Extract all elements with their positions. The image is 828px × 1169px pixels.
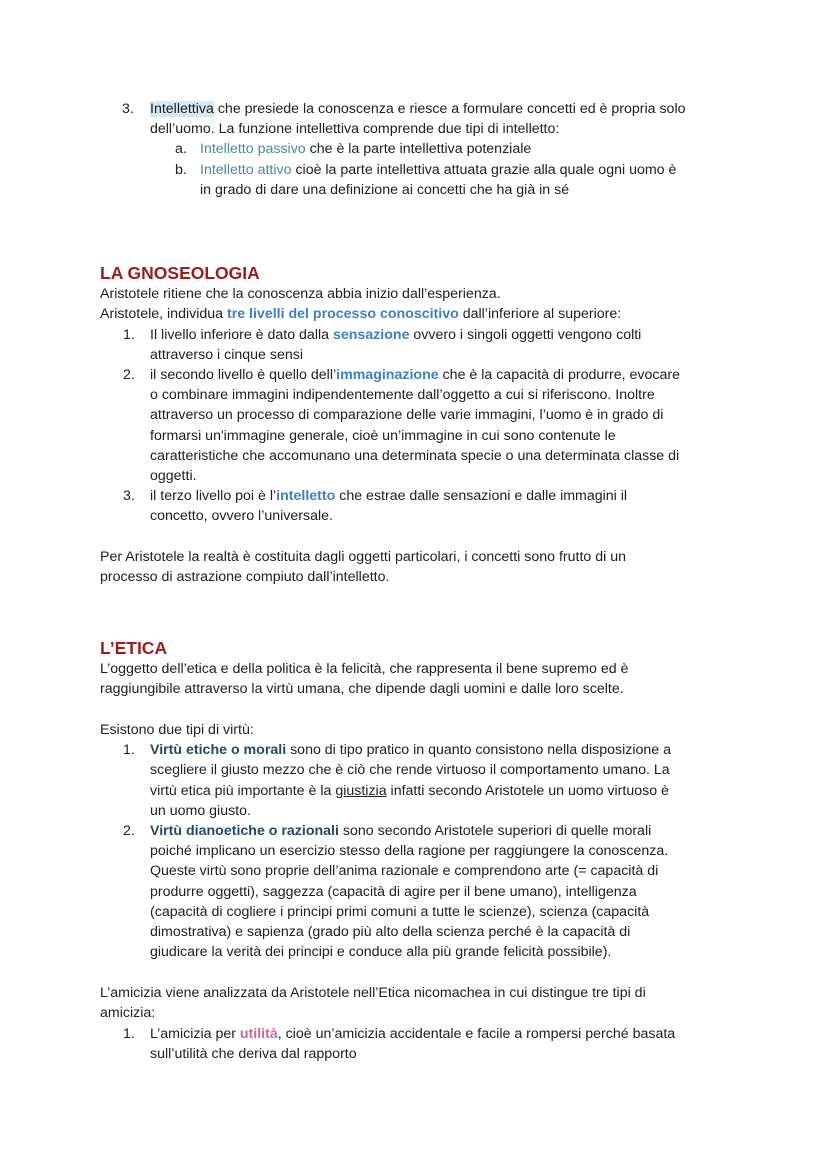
list-item-text: oggetti.: [150, 468, 197, 484]
paragraph: Aristotele, individua tre livelli del processo conoscitivo dall’inferiore al superiore:: [100, 306, 622, 322]
list-number: 1.: [123, 327, 135, 343]
list-item-text: poiché implicano un esercizio stesso della ragione per raggiungere la conoscenza.: [150, 843, 669, 859]
list-item-virtu-etiche: Virtù etiche o morali sono di tipo pratico in quanto consistono nella disposizione a: [150, 742, 672, 758]
list-item-text: Queste virtù sono proprie dell’anima razionale e comprendono arte (= capacità di: [150, 863, 659, 879]
list-number: 3.: [123, 488, 135, 504]
sublist-letter: b.: [175, 162, 187, 178]
highlighted-term: Intellettiva: [150, 101, 214, 117]
sublist-item-passivo: Intelletto passivo che è la parte intellettiva potenziale: [200, 141, 532, 157]
list-item-virtu-dianoetiche: Virtù dianoetiche o razionali sono secondo Aristotele superiori di quelle morali: [150, 823, 652, 839]
paragraph: Aristotele ritiene che la conoscenza abbia inizio dall’esperienza.: [100, 286, 501, 302]
list-item-text: concetto, ovvero l’universale.: [150, 508, 333, 524]
list-number: 2.: [123, 823, 135, 839]
list-number: 3.: [122, 101, 134, 117]
list-item-intelletto: il terzo livello poi è l’intelletto che estrae dalle sensazioni e dalle immagini il: [150, 488, 628, 504]
paragraph: amicizia:: [100, 1005, 156, 1021]
list-number: 1.: [123, 742, 135, 758]
paragraph: Per Aristotele la realtà è costituita dagli oggetti particolari, i concetti sono frutto di un: [100, 549, 627, 565]
list-item-text: Intellettiva che presiede la conoscenza e riesce a formulare concetti ed è propria solo: [150, 101, 686, 117]
paragraph: Esistono due tipi di virtù:: [100, 722, 254, 738]
list-item-text: o combinare immagini indipendentemente dall’oggetto a cui si riferiscono. Inoltre: [150, 387, 655, 403]
list-item-text: virtù etica più importante è la giustizia infatti secondo Aristotele un uomo virtuoso è: [150, 783, 669, 799]
list-item-text: produrre oggetti), saggezza (capacità di agire per il bene umano), intelligenza: [150, 884, 637, 900]
section-heading-etica: L’ETICA: [100, 638, 168, 658]
section-heading-gnoseologia: LA GNOSEOLOGIA: [100, 263, 260, 283]
list-number: 2.: [123, 367, 135, 383]
list-item-text: formarsi un'immagine generale, cioè un’immagine in cui sono contenute le: [150, 428, 616, 444]
sublist-item-text: in grado di dare una definizione ai concetti che ha già in sé: [200, 182, 570, 198]
list-item-text: giudicare la verità dei principi e conduce alla più grande felicità possibile).: [150, 944, 612, 960]
list-item-text: caratteristiche che accomunano una determinata specie o una determinata classe di: [150, 448, 680, 464]
list-number: 1.: [123, 1026, 135, 1042]
list-item-text: dell’uomo. La funzione intellettiva comprende due tipi di intelletto:: [150, 121, 560, 137]
sublist-item-attivo: Intelletto attivo cioè la parte intellettiva attuata grazie alla quale ogni uomo è: [200, 162, 677, 178]
sublist-letter: a.: [175, 141, 187, 157]
list-item-text: scegliere il giusto mezzo che è ciò che rende virtuoso il comportamento umano. La: [150, 762, 670, 778]
list-item-text: attraverso i cinque sensi: [150, 347, 303, 363]
list-item-amicizia-utilita: L’amicizia per utilità, cioè un’amicizia accidentale e facile a rompersi perché basata: [150, 1026, 676, 1042]
list-item-text: dimostrativa) e sapienza (grado più alto della scienza perché è la capacità di: [150, 924, 631, 940]
list-item-text: sull’utilità che deriva dal rapporto: [150, 1046, 357, 1062]
paragraph: L’oggetto dell’etica e della politica è la felicità, che rappresenta il bene supremo ed è: [100, 661, 629, 677]
paragraph: processo di astrazione compiuto dall’intelletto.: [100, 569, 390, 585]
paragraph: L’amicizia viene analizzata da Aristotele nell’Etica nicomachea in cui distingue tre tipi di: [100, 985, 646, 1001]
list-item-immaginazione: il secondo livello è quello dell’immaginazione che è la capacità di produrre, evocare: [150, 367, 680, 383]
paragraph: raggiungibile attraverso la virtù umana, che dipende dagli uomini e dalle loro scelte.: [100, 681, 624, 697]
list-item-sensazione: Il livello inferiore è dato dalla sensazione ovvero i singoli oggetti vengono colti: [150, 327, 642, 343]
list-item-text: (capacità di cogliere i principi primi comuni a tutte le scienze), scienza (capacità: [150, 904, 650, 920]
list-item-text: un uomo giusto.: [150, 803, 251, 819]
list-item-text: attraverso un processo di comparazione delle varie immagini, l’uomo è in grado di: [150, 407, 664, 423]
